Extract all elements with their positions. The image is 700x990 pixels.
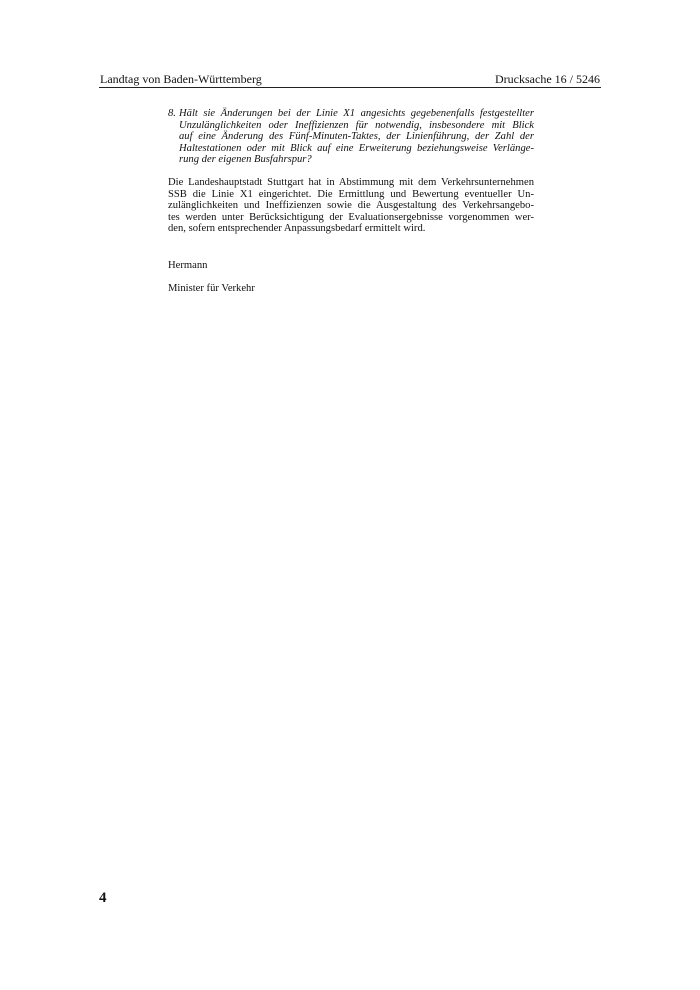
signatory-title: Minister für Verkehr [168,282,255,294]
page-header [99,69,601,88]
signature-block [168,260,534,294]
answer-line: SSB die Linie X1 eingerichtet. Die Ermittlung und Bewertung eventueller Un- [168,188,534,200]
answer-line: zulänglichkeiten und Ineffizienzen sowie die Ausgestaltung des Verkehrsangebo- [168,200,534,212]
signatory-name: Hermann [168,259,208,271]
question-line: auf eine Änderung des Fünf-Minuten-Taktes, der Linienführung, der Zahl der [179,131,534,143]
header-document-number: Drucksache 16 / 5246 [495,72,600,86]
document-body [168,108,534,305]
question-block [168,108,534,166]
answer-line: den, sofern entsprechender Anpassungsbedarf ermittelt wird. [168,223,426,235]
question-line: rung der eigenen Busfahrspur? [179,154,312,166]
question-number: 8. [168,108,176,119]
question-line: Haltestationen oder mit Blick auf eine Erweiterung beziehungsweise Verlänge- [179,142,534,154]
answer-line: Die Landeshauptstadt Stuttgart hat in Abstimmung mit dem Verkehrsunternehmen [168,176,534,188]
answer-paragraph [168,177,534,235]
question-text [179,108,534,166]
page-number: 4 [99,890,107,906]
header-parliament: Landtag von Baden-Württemberg [100,72,262,86]
answer-line: tes werden unter Berücksichtigung der Evaluationsergebnisse vorgenommen wer- [168,211,534,223]
question-line: Hält sie Änderungen bei der Linie X1 angesichts gegebenenfalls festgestellter [179,108,534,119]
question-line: Unzulänglichkeiten oder Ineffizienzen für notwendig, insbesondere mit Blick [179,119,534,131]
